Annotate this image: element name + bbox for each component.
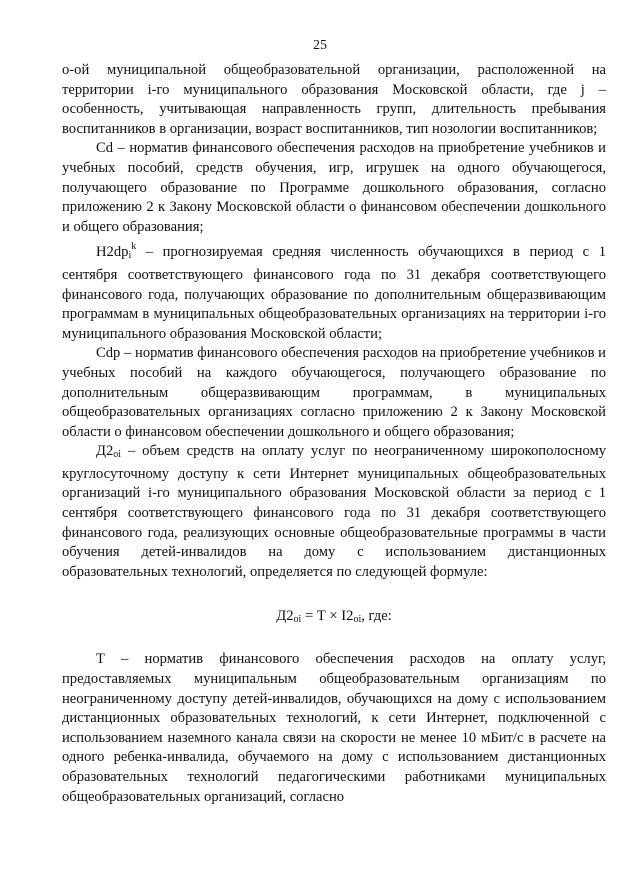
term-h2dp-superscript: k: [131, 241, 137, 253]
paragraph-d2oi: [62, 442, 606, 582]
definition-t: – норматив финансового обеспечения расходов на оплату услуг, предоставляемых муниципальным общеобразовательным организациям по неограниченному доступу детей-инвалидов, обучающихся на дому с использованием дистанционных образовательных технологий, к сети Интернет, подключенной с использованием наземного канала связи на скорости не менее 10 мБит/с в расчете на одного ребенка-инвалида, обучаемого на дому с использованием дистанционных образовательных технологий педагогическими работниками муниципальных общеобразовательных организаций, согласно: [62, 651, 606, 805]
definition-h2dp: – прогнозируемая средняя численность обучающихся в период с 1 сентября соответствующего финансового года по 31 декабря соответствующего финансового года, получающих образование по дополнительным общеразвивающим программам в муниципальных общеобразовательных организациях на территории i-го муниципального образования Московской области;: [62, 244, 606, 342]
body-text: [62, 61, 606, 807]
paragraph-cd: [62, 139, 606, 237]
paragraph-t: [62, 650, 606, 807]
paragraph-continuation: о-ой муниципальной общеобразовательной организации, расположенной на территории i-го муниципального образования Московской области, где j – особенность, учитывающая направленность групп, длительность пребывания воспитанников в организации, возраст воспитанников, тип нозологии воспитанников;: [62, 62, 606, 137]
term-cdp: Cdp: [96, 345, 121, 362]
definition-cdp: – норматив финансового обеспечения расходов на приобретение учебников и учебных пособий на каждого обучающегося, получающего образование по дополнительным общеразвивающим программам, в муниципальных общеобразовательных организациях согласно приложению 2 к Закону Московской области о финансовом обеспечении дошкольного и общего образования;: [62, 345, 606, 440]
term-h2dp-subscript: i: [128, 250, 132, 262]
paragraph-cdp: [62, 344, 606, 442]
definition-d2oi: – объем средств на оплату услуг по неограниченному широкополосному круглосуточному доступу к сети Интернет муниципальных общеобразовательных организаций i-го муниципального образования Московской области за период с 1 сентября соответствующего финансового года по 31 декабря соответствующего финансового года, реализующих основные общеобразовательные программы в части обучения детей-инвалидов на дому с использованием дистанционных образовательных технологий, определяется по следующей формуле:: [62, 443, 606, 580]
term-d2oi-subscript: oi: [113, 449, 122, 461]
page-number: 25: [313, 38, 327, 53]
formula: $Д2_{oi} = Т \times I2_{oi}$, где:: [276, 608, 392, 626]
term-t: Т: [96, 651, 105, 668]
paragraph-h2dp: [62, 237, 606, 344]
definition-cd: – норматив финансового обеспечения расходов на приобретение учебников и учебных пособий, средств обучения, игр, игрушек на одного обучающегося, получающего образование по Программе дошкольного образования, согласно приложению 2 к Закону Московской области о финансовом обеспечении дошкольного и общего образования;: [62, 140, 606, 235]
term-cd: Cd: [96, 140, 114, 157]
term-d2oi: Д2: [96, 443, 114, 460]
term-h2dp: H2dp: [96, 244, 129, 261]
